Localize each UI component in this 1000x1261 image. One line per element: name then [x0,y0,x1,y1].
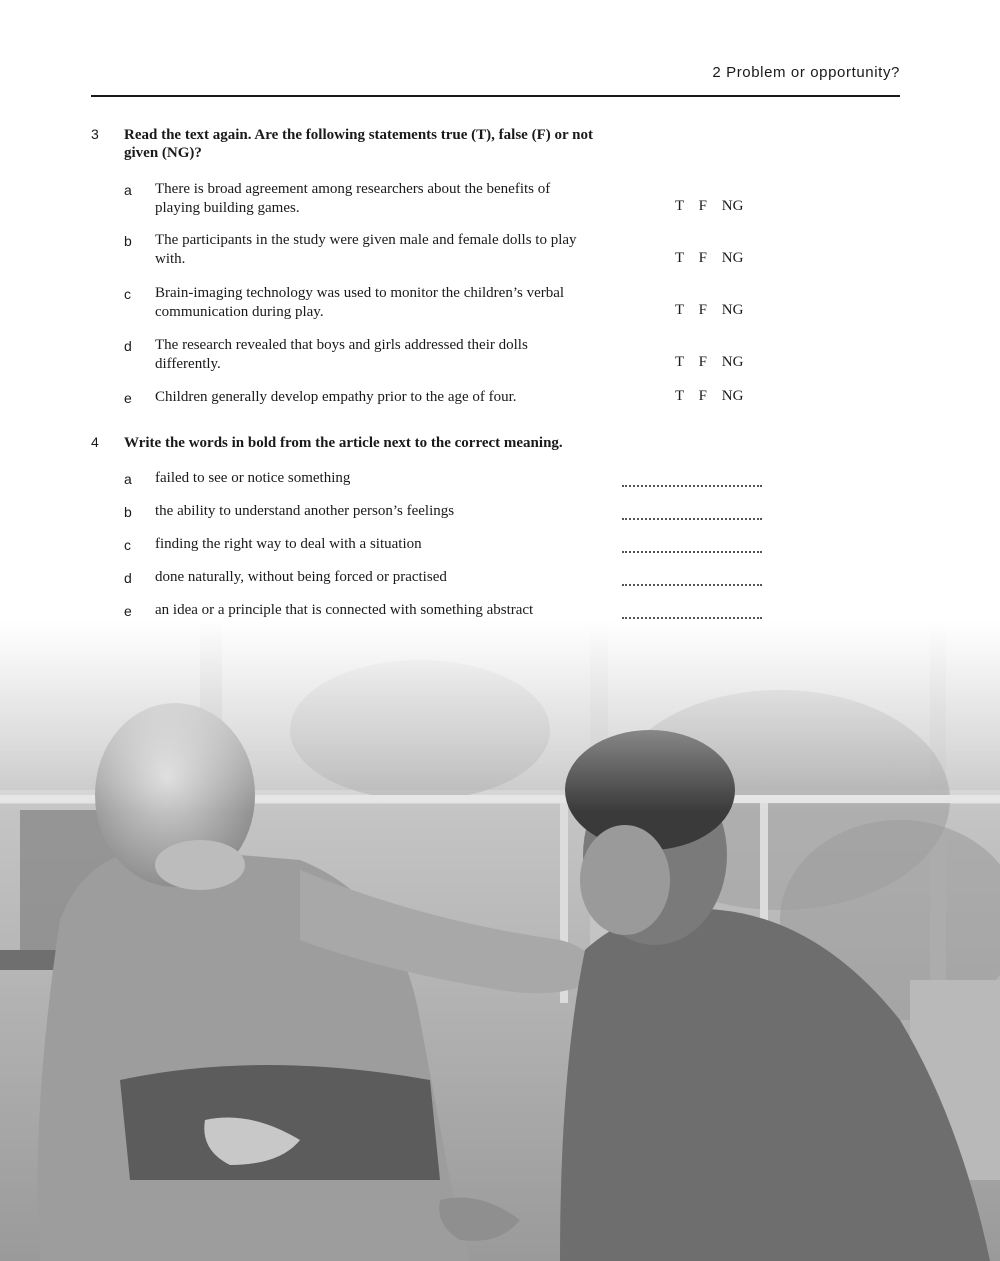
item-letter: a [124,471,132,487]
answer-blank-line[interactable] [622,475,762,487]
answer-blank-line[interactable] [622,574,762,586]
tfng-options[interactable]: T F NG [675,198,744,214]
item-letter: e [124,603,132,619]
item-letter: b [124,504,132,520]
definition-text: the ability to understand another person’s feelings [155,503,455,519]
exercise-4-number: 4 [91,434,99,450]
definition-text: done naturally, without being forced or practised [155,569,447,585]
definition-text: failed to see or notice something [155,470,351,486]
exercise-3-instruction: Read the text again. Are the following statements true (T), false (F) or not given (NG)? [124,127,593,161]
tfng-options[interactable]: T F NG [675,354,744,370]
item-letter: c [124,537,131,553]
tfng-options[interactable]: T F NG [675,388,744,404]
definition-text: an idea or a principle that is connected with something abstract [155,602,534,618]
tfng-options[interactable]: T F NG [675,302,744,318]
item-letter: e [124,390,132,406]
counseling-photo [0,620,1000,1261]
item-letter: d [124,338,132,354]
item-letter: a [124,182,132,198]
answer-blank-line[interactable] [622,508,762,520]
exercise-4-instruction: Write the words in bold from the article next to the correct meaning. [124,435,563,451]
statement-text: The research revealed that boys and girls addressed their dolls differently. [155,337,528,372]
answer-blank-line[interactable] [622,541,762,553]
statement-text: There is broad agreement among researchers about the benefits of playing building games. [155,181,551,216]
item-letter: d [124,570,132,586]
item-letter: b [124,233,132,249]
page-header-title: 2 Problem or opportunity? [712,64,900,81]
statement-text: The participants in the study were given male and female dolls to play with. [155,232,577,267]
exercise-3-number: 3 [91,126,99,142]
statement-text: Children generally develop empathy prior to the age of four. [155,389,517,405]
answer-blank-line[interactable] [622,607,762,619]
statement-text: Brain-imaging technology was used to monitor the children’s verbal communication during play. [155,285,565,320]
header-divider [91,95,900,97]
definition-text: finding the right way to deal with a situation [155,536,422,552]
item-letter: c [124,286,131,302]
tfng-options[interactable]: T F NG [675,250,744,266]
